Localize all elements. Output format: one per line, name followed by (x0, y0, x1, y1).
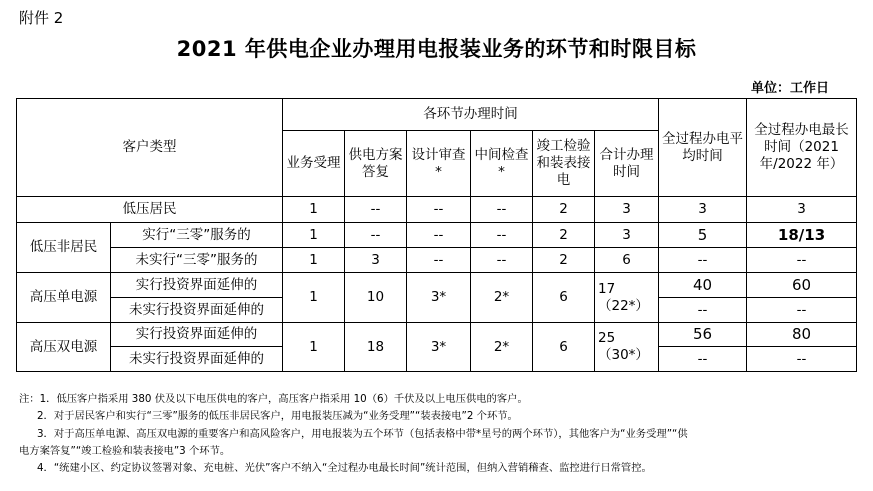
table-cell: 25（30*） (595, 323, 659, 372)
document-title: 2021 年供电企业办理用电报装业务的环节和时限目标 (176, 37, 697, 61)
time-limit-table (16, 98, 857, 372)
header-stage-mid-inspection: 中间检查* (471, 131, 533, 197)
note-line: 3．对于高压单电源、高压双电源的重要客户和高风险客户，用电报装为五个环节（包括表格中带*星号的两个环节），其他客户为“业务受理”“供 (37, 427, 688, 440)
table-cell: -- (747, 298, 857, 323)
header-max-time: 全过程办电最长时间（2021年/2022 年） (747, 99, 857, 197)
row-sublabel: 实行投资界面延伸的 (111, 323, 283, 347)
header-avg-time: 全过程办电平均时间 (659, 99, 747, 197)
table-cell: 3 (595, 223, 659, 248)
table-cell: 1 (283, 223, 345, 248)
note-line: 注：1．低压客户指采用 380 伏及以下电压供电的客户，高压客户指采用 10（6）千伏及以上电压供电的客户。 (19, 393, 528, 405)
table-cell: 3* (407, 323, 471, 372)
row-group-label: 高压双电源 (17, 323, 111, 372)
table-cell: 1 (283, 323, 345, 372)
row-group-label: 高压单电源 (17, 273, 111, 323)
row-sublabel: 实行投资界面延伸的 (111, 273, 283, 298)
row-sublabel: 实行“三零”服务的 (111, 223, 283, 248)
notes (19, 391, 859, 477)
table-cell: 3 (345, 248, 407, 273)
row-sublabel: 未实行投资界面延伸的 (111, 298, 283, 323)
header-stage-plan-reply: 供电方案答复 (345, 131, 407, 197)
row-label: 低压居民 (17, 197, 283, 223)
table-cell: -- (747, 347, 857, 372)
table-cell: -- (471, 223, 533, 248)
header-stages-group: 各环节办理时间 (283, 99, 659, 131)
header-stage-completion: 竣工检验和装表接电 (533, 131, 595, 197)
table-row (17, 323, 857, 347)
table-cell: 40 (659, 273, 747, 298)
unit-label: 单位：工作日 (750, 81, 829, 96)
table-cell: -- (747, 248, 857, 273)
table-cell: 3 (595, 197, 659, 223)
table-cell: 6 (533, 273, 595, 323)
row-sublabel: 未实行“三零”服务的 (111, 248, 283, 273)
table-cell: 18 (345, 323, 407, 372)
table-row (17, 223, 857, 248)
table-cell: -- (345, 223, 407, 248)
table-cell: 2 (533, 248, 595, 273)
note-line: 4．“统建小区、约定协议签署对象、充电桩、光伏”客户不纳入“全过程办电最长时间”统计范围，但纳入营销稽查、监控进行日常管控。 (37, 462, 652, 475)
table-cell: 5 (659, 223, 747, 248)
table-cell: -- (407, 248, 471, 273)
table-cell: 2* (471, 323, 533, 372)
table-cell: 2 (533, 197, 595, 223)
table-cell: -- (659, 347, 747, 372)
attachment-label: 附件 2 (19, 9, 64, 27)
table-cell: -- (471, 248, 533, 273)
table-cell: -- (407, 223, 471, 248)
table-cell: -- (345, 197, 407, 223)
table-cell: 6 (595, 248, 659, 273)
table-row (17, 248, 857, 273)
table-cell: -- (471, 197, 533, 223)
table-cell: 1 (283, 248, 345, 273)
table-cell: 6 (533, 323, 595, 372)
table-cell: 3 (659, 197, 747, 223)
table-cell: 17（22*） (595, 273, 659, 323)
table-cell: -- (659, 298, 747, 323)
row-sublabel: 未实行投资界面延伸的 (111, 347, 283, 372)
table-row (17, 273, 857, 298)
header-stage-design-review: 设计审查* (407, 131, 471, 197)
table-cell: 18/13 (747, 223, 857, 248)
table-cell: 2* (471, 273, 533, 323)
header-customer-type: 客户类型 (17, 99, 283, 197)
table-cell: 2 (533, 223, 595, 248)
table-cell: -- (407, 197, 471, 223)
table-cell: 1 (283, 273, 345, 323)
table-cell: -- (659, 248, 747, 273)
header-stage-acceptance: 业务受理 (283, 131, 345, 197)
table-cell: 80 (747, 323, 857, 347)
table-cell: 56 (659, 323, 747, 347)
table-cell: 3* (407, 273, 471, 323)
note-line: 2．对于居民客户和实行“三零”服务的低压非居民客户，用电报装压减为“业务受理”“装表接电”2 个环节。 (37, 410, 518, 423)
table-row (17, 197, 857, 223)
note-line: 电方案答复”“竣工检验和装表接电”3 个环节。 (19, 444, 231, 457)
table-cell: 1 (283, 197, 345, 223)
table-cell: 60 (747, 273, 857, 298)
table-cell: 10 (345, 273, 407, 323)
table-cell: 3 (747, 197, 857, 223)
row-group-label: 低压非居民 (17, 223, 111, 273)
header-stage-total: 合计办理时间 (595, 131, 659, 197)
